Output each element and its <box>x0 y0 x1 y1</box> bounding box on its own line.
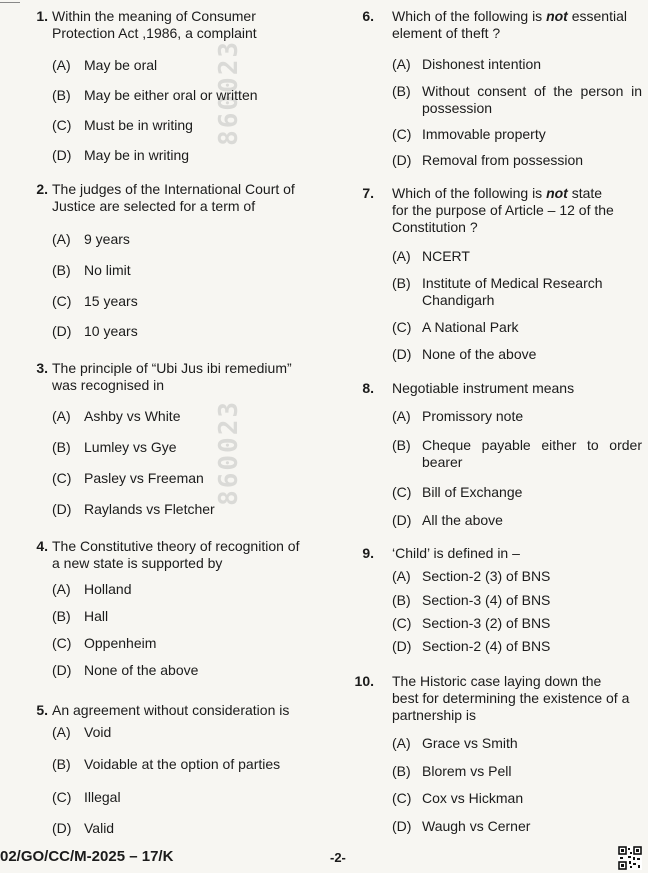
question-text <box>52 702 318 719</box>
option-c[interactable] <box>52 635 320 652</box>
option-text: Pasley vs Freeman <box>84 470 204 486</box>
question-line: The Historic case laying down the <box>392 673 602 689</box>
option-text: Voidable at the option of parties <box>84 756 281 772</box>
option-text: 9 years <box>84 231 130 247</box>
option-c[interactable] <box>392 615 642 632</box>
option-d[interactable] <box>392 152 642 169</box>
option-text-cont: bearer <box>422 454 463 470</box>
question-line: Negotiable instrument means <box>392 380 575 396</box>
option-text: Lumley vs Gye <box>84 439 177 455</box>
question-line: An agreement without consideration is <box>52 702 290 718</box>
option-text: Cox vs Hickman <box>422 790 524 806</box>
option-label: (D) <box>392 512 412 528</box>
option-c[interactable] <box>52 789 320 806</box>
option-a[interactable] <box>392 248 642 265</box>
option-a[interactable] <box>52 581 320 598</box>
option-label: (C) <box>52 635 72 651</box>
option-a[interactable] <box>392 56 642 73</box>
option-a[interactable] <box>52 57 320 74</box>
option-c[interactable] <box>392 126 642 143</box>
option-label: (B) <box>392 83 411 99</box>
option-a[interactable] <box>52 231 320 248</box>
option-d[interactable] <box>392 512 642 529</box>
question-line: partnership is <box>392 707 477 723</box>
option-text: Void <box>84 724 112 740</box>
option-label: (C) <box>392 615 412 631</box>
option-label: (C) <box>392 319 412 335</box>
option-d[interactable] <box>52 501 320 518</box>
option-label: (D) <box>52 501 72 517</box>
option-c[interactable] <box>52 293 320 310</box>
option-b[interactable] <box>52 262 320 279</box>
option-label: (D) <box>52 820 72 836</box>
option-d[interactable] <box>52 820 320 837</box>
page-number: -2- <box>330 850 346 865</box>
option-label: (D) <box>52 323 72 339</box>
question-text <box>392 673 642 724</box>
question-line: best for determining the existence of a <box>392 690 630 706</box>
option-b[interactable] <box>392 437 642 471</box>
option-text: Oppenheim <box>84 635 157 651</box>
option-text: NCERT <box>422 248 470 264</box>
question-line <box>392 8 642 25</box>
question-number: 4. <box>36 538 48 554</box>
option-text: Section-2 (3) of BNS <box>422 568 551 584</box>
question-text-part: state <box>567 185 603 201</box>
question-number: 7. <box>362 185 374 201</box>
option-text: Bill of Exchange <box>422 484 523 500</box>
option-a[interactable] <box>52 408 320 425</box>
question-number: 3. <box>36 360 48 376</box>
option-label: (D) <box>392 346 412 362</box>
option-label: (D) <box>392 818 412 834</box>
option-label: (C) <box>52 789 72 805</box>
question-line: The judges of the International Court of <box>52 181 295 197</box>
option-label: (D) <box>392 152 412 168</box>
option-text: 10 years <box>84 323 138 339</box>
option-text: A National Park <box>422 319 519 335</box>
question-line: Justice are selected for a term of <box>52 198 256 214</box>
option-label: (A) <box>52 231 71 247</box>
option-d[interactable] <box>392 818 642 835</box>
question-line: Constitution ? <box>392 219 478 235</box>
option-text: Raylands vs Fletcher <box>84 501 215 517</box>
qr-code-icon <box>618 846 642 870</box>
option-label: (C) <box>52 470 72 486</box>
option-c[interactable] <box>392 319 642 336</box>
option-text: Section-3 (2) of BNS <box>422 615 551 631</box>
emphasis-not: not <box>546 185 568 201</box>
option-text: Hall <box>84 608 109 624</box>
question-text-part: Which of the following is <box>392 8 547 24</box>
option-text: Promissory note <box>422 408 524 424</box>
watermark: 860023 <box>214 40 244 146</box>
option-label: (C) <box>52 117 72 133</box>
option-text: Without consent of the person in <box>422 83 642 99</box>
option-label: (A) <box>52 57 71 73</box>
option-label: (A) <box>392 408 411 424</box>
option-text: Ashby vs White <box>84 408 181 424</box>
option-c[interactable] <box>392 484 642 501</box>
watermark: 860023 <box>214 400 244 506</box>
option-text: Section-2 (4) of BNS <box>422 638 551 654</box>
question-text <box>392 8 642 42</box>
option-text: May be either oral or written <box>84 87 258 103</box>
question-line <box>392 185 642 202</box>
question-line: The principle of “Ubi Jus ibi remedium” <box>52 360 292 376</box>
paper-code: 02/GO/CC/M-2025 – 17/K <box>0 848 174 865</box>
option-label: (A) <box>52 408 71 424</box>
option-text: May be in writing <box>84 147 190 163</box>
question-line: for the purpose of Article – 12 of the <box>392 202 614 218</box>
option-label: (A) <box>52 581 71 597</box>
option-b[interactable] <box>52 756 320 773</box>
option-b[interactable] <box>392 275 642 309</box>
option-label: (B) <box>52 756 71 772</box>
question-text <box>52 538 318 572</box>
option-a[interactable] <box>392 568 642 585</box>
option-text: None of the above <box>84 662 199 678</box>
option-text: Blorem vs Pell <box>422 763 512 779</box>
option-text: Waugh vs Cerner <box>422 818 531 834</box>
option-label: (B) <box>392 763 411 779</box>
option-text: Grace vs Smith <box>422 735 518 751</box>
option-label: (B) <box>52 439 71 455</box>
option-label: (B) <box>52 87 71 103</box>
option-label: (A) <box>392 735 411 751</box>
emphasis-not: not <box>546 8 568 24</box>
option-text: Removal from possession <box>422 152 584 168</box>
question-text <box>392 380 642 397</box>
option-label: (D) <box>52 662 72 678</box>
option-b[interactable] <box>392 592 642 609</box>
question-line: Protection Act ,1986, a complaint <box>52 25 257 41</box>
option-label: (B) <box>392 437 411 453</box>
option-c[interactable] <box>392 790 642 807</box>
option-label: (C) <box>392 484 412 500</box>
option-b[interactable] <box>52 439 320 456</box>
question-number: 9. <box>362 545 374 561</box>
question-line: The Constitutive theory of recognition of <box>52 538 300 554</box>
option-text-cont: possession <box>422 100 493 116</box>
top-rule <box>0 2 20 3</box>
option-text: Section-3 (4) of BNS <box>422 592 551 608</box>
question-number: 5. <box>36 702 48 718</box>
option-text: Immovable property <box>422 126 546 142</box>
option-text: 15 years <box>84 293 138 309</box>
option-label: (A) <box>392 248 411 264</box>
option-label: (A) <box>392 56 411 72</box>
option-d[interactable] <box>392 346 642 363</box>
option-label: (B) <box>392 275 411 291</box>
option-d[interactable] <box>52 323 320 340</box>
question-number: 10. <box>354 673 374 689</box>
option-a[interactable] <box>392 408 642 425</box>
question-text <box>392 545 642 562</box>
option-label: (D) <box>52 147 72 163</box>
question-text <box>392 185 642 236</box>
question-text <box>52 181 318 215</box>
option-a[interactable] <box>392 735 642 752</box>
question-text-part: Which of the following is <box>392 185 547 201</box>
question-text <box>52 360 318 394</box>
question-number: 2. <box>36 181 48 197</box>
option-text: Valid <box>84 820 115 836</box>
option-a[interactable] <box>52 724 320 741</box>
option-label: (B) <box>392 592 411 608</box>
option-label: (C) <box>52 293 72 309</box>
question-number: 1. <box>36 8 48 24</box>
option-text-cont: Chandigarh <box>422 292 495 308</box>
option-d[interactable] <box>52 147 320 164</box>
question-line: a new state is supported by <box>52 555 223 571</box>
option-b[interactable] <box>52 608 320 625</box>
question-line: Within the meaning of Consumer <box>52 8 256 24</box>
option-c[interactable] <box>52 470 320 487</box>
question-line: was recognised in <box>52 377 165 393</box>
option-text: Dishonest intention <box>422 56 542 72</box>
option-text: Holland <box>84 581 132 597</box>
option-text: Institute of Medical Research <box>422 275 603 291</box>
question-number: 8. <box>362 380 374 396</box>
option-text: Illegal <box>84 789 121 805</box>
option-text: May be oral <box>84 57 158 73</box>
page-footer <box>0 846 648 873</box>
option-d[interactable] <box>392 638 642 655</box>
option-label: (B) <box>52 608 71 624</box>
option-label: (D) <box>392 638 412 654</box>
option-label: (A) <box>52 724 71 740</box>
option-text: Must be in writing <box>84 117 193 133</box>
option-b[interactable] <box>52 87 320 104</box>
option-text: No limit <box>84 262 131 278</box>
question-text <box>52 8 318 42</box>
question-number: 6. <box>362 8 374 24</box>
option-text: None of the above <box>422 346 537 362</box>
option-label: (B) <box>52 262 71 278</box>
option-label: (A) <box>392 568 411 584</box>
question-text-part: essential <box>567 8 627 24</box>
option-text: All the above <box>422 512 503 528</box>
option-label: (C) <box>392 790 412 806</box>
option-b[interactable] <box>392 763 642 780</box>
option-label: (C) <box>392 126 412 142</box>
question-line: element of theft ? <box>392 25 501 41</box>
option-text: Cheque payable either to order <box>422 437 642 453</box>
question-line: ‘Child’ is defined in – <box>392 545 520 561</box>
option-c[interactable] <box>52 117 320 134</box>
option-b[interactable] <box>392 83 642 117</box>
option-d[interactable] <box>52 662 320 679</box>
